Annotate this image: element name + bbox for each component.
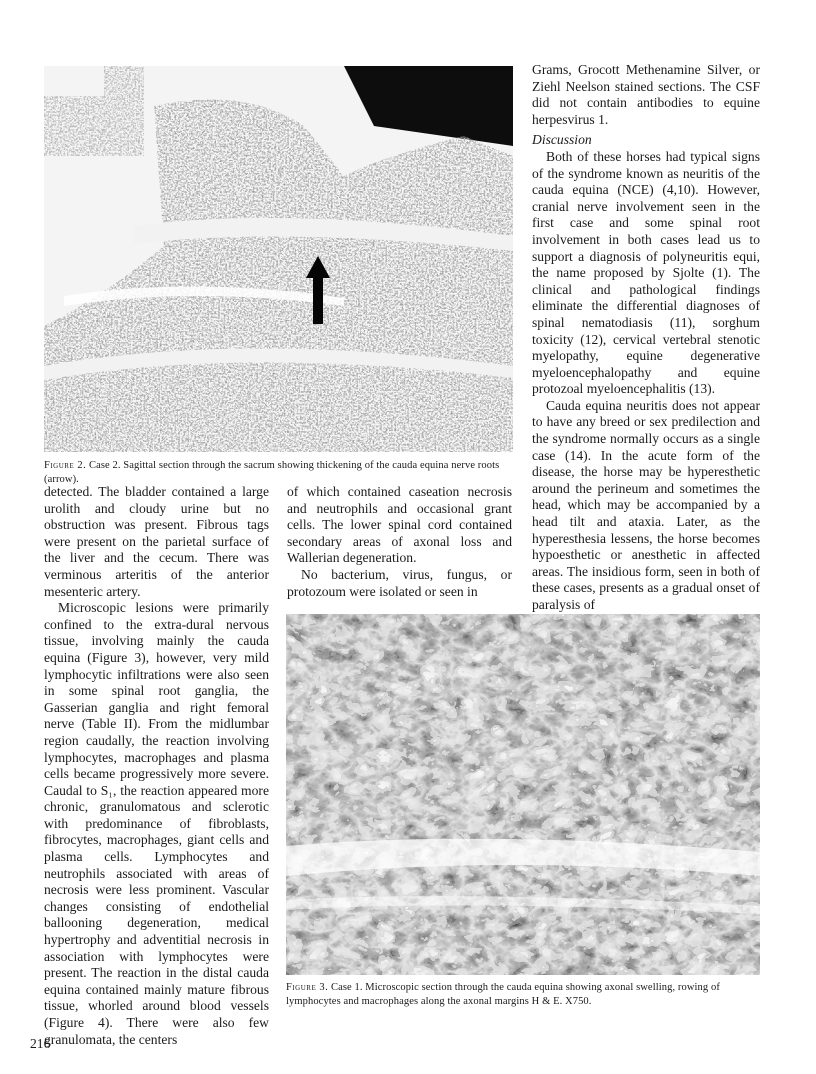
column-1-paragraph-2: Microscopic lesions were primarily confined to the extra-dural nervous tissue, involving mainly the cauda equina (Figure 3), however, very mild lymphocytic infiltrations were also seen in some spinal root ganglia, the Gasserian ganglia and right femoral nerve (Table II). From the midlumbar region caudally, the reaction involving lymphocytes, macrophages and plasma cells became progressively more severe. Caudal to S₁, the reaction appeared more chronic, granulomatous and sclerotic with predominance of fibroblasts, fibrocytes, macrophages, giant cells and plasma cells. Lymphocytes and neutrophils associated with areas of necrosis were less prominent. Vascular changes consisting of endothelial ballooning degeneration, medical hypertrophy and adventitial necrosis in association with lymphocytes were present. The reaction in the distal cauda equina contained mainly mature fibrous tissue, whorled around blood vessels (Figure 4). There were also few granulomata, the centers: [44, 600, 269, 1047]
figure-3-image: [286, 614, 760, 975]
discussion-heading: Discussion: [532, 132, 592, 148]
figure-2-image: [44, 66, 513, 452]
figure-2-caption: Figure 2. Case 2. Sagittal section through the sacrum showing thickening of the cauda equina nerve roots (arrow).: [44, 460, 500, 485]
column-1-paragraph-1: detected. The bladder contained a large urolith and cloudy urine but no obstruction was present. Fibrous tags were present on the parietal surface of the liver and the cecum. There was verminous arteritis of the anterior mesenteric artery.: [44, 484, 269, 599]
column-2: [287, 484, 512, 600]
figure-3-caption: Figure 3. Case 1. Microscopic section through the cauda equina showing axonal swelling, rowing of lymphocytes and macrophages along the axonal margins H & E. X750.: [286, 982, 720, 1007]
column-3: [532, 62, 760, 614]
column-3-paragraph-2: Both of these horses had typical signs of the syndrome known as neuritis of the cauda equina (NCE) (4,10). However, cranial nerve involvement seen in the first case and some spinal root involvement in both cases lead us to support a diagnosis of polyneuritis equi, the name proposed by Sjolte (1). The clinical and pathological findings eliminate the differential diagnoses of spinal nematodiasis (11), sorghum toxicity (12), cervical vertebral stenotic myelopathy, equine degenerative myeloencephalopathy and equine protozoal myeloencephalitis (13).: [532, 148, 760, 397]
page-number: 216: [30, 1036, 51, 1051]
column-2-paragraph-1: of which contained caseation necrosis and neutrophils and occasional grant cells. The lower spinal cord contained secondary areas of axonal loss and Wallerian degeneration.: [287, 484, 512, 566]
column-3-paragraph-1: Grams, Grocott Methenamine Silver, or Ziehl Neelson stained sections. The CSF did not contain antibodies to equine herpesvirus 1.: [532, 62, 760, 127]
column-3-paragraph-3: Cauda equina neuritis does not appear to have any breed or sex predilection and the syndrome normally occurs as a single case (14). In the acute form of the disease, the horse may be hyperesthetic around the perineum and sometimes the head, which may be accompanied by a head tilt and ataxia. Later, as the hyperesthesia lessens, the horse becomes hypoesthetic or anesthetic in affected areas. The insidious form, seen in both of these cases, presents as a gradual onset of paralysis of: [532, 397, 760, 612]
column-1: [44, 484, 269, 1048]
column-2-paragraph-2: No bacterium, virus, fungus, or protozoum were isolated or seen in: [287, 566, 512, 599]
